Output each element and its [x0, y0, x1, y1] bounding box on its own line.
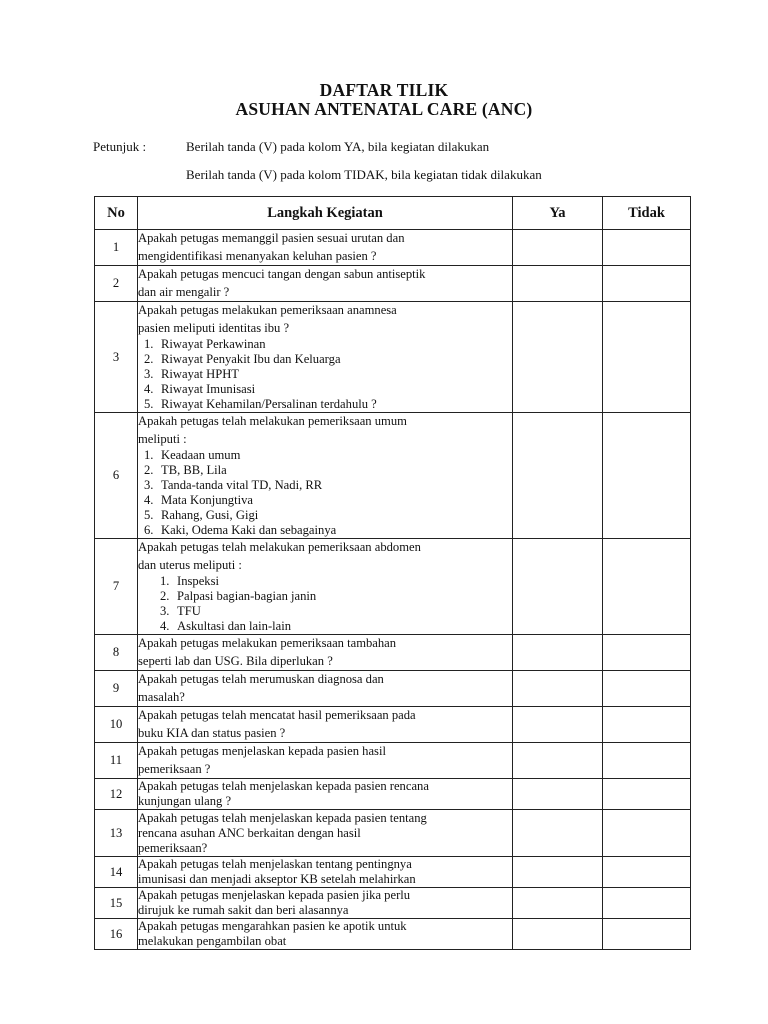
- row-step: [138, 413, 513, 539]
- step-text: imunisasi dan menjadi akseptor KB setelah melahirkan: [138, 872, 416, 886]
- row-step: [138, 919, 513, 950]
- list-item: 1. Riwayat Perkawinan: [144, 337, 266, 351]
- table-row: [95, 413, 691, 539]
- step-text: Apakah petugas menjelaskan kepada pasien hasil: [138, 744, 386, 758]
- step-text: Apakah petugas telah merumuskan diagnosa dan: [138, 672, 384, 686]
- no-cell[interactable]: [603, 919, 691, 950]
- yes-cell[interactable]: [513, 671, 603, 707]
- sub-item-list: [138, 574, 512, 634]
- no-cell[interactable]: [603, 743, 691, 779]
- step-text: melakukan pengambilan obat: [138, 934, 287, 948]
- table-row: [95, 266, 691, 302]
- step-text: Apakah petugas telah melakukan pemeriksaan umum: [138, 414, 407, 428]
- step-text: mengidentifikasi menanyakan keluhan pasien ?: [138, 248, 377, 263]
- step-text: meliputi :: [138, 431, 187, 446]
- step-text: Apakah petugas telah mencatat hasil pemeriksaan pada: [138, 708, 416, 722]
- row-step: [138, 266, 513, 302]
- yes-cell[interactable]: [513, 743, 603, 779]
- no-cell[interactable]: [603, 707, 691, 743]
- no-cell[interactable]: [603, 888, 691, 919]
- table-row: [95, 810, 691, 857]
- table-row: [95, 857, 691, 888]
- step-text: Apakah petugas melakukan pemeriksaan anamnesa: [138, 303, 397, 317]
- yes-cell[interactable]: [513, 810, 603, 857]
- instruction-no: Berilah tanda (V) pada kolom TIDAK, bila kegiatan tidak dilakukan: [186, 167, 542, 182]
- row-step: [138, 857, 513, 888]
- yes-cell[interactable]: [513, 707, 603, 743]
- header-no-col: Tidak: [603, 197, 691, 230]
- step-text: Apakah petugas telah melakukan pemeriksaan abdomen: [138, 540, 421, 554]
- list-item: 4. Riwayat Imunisasi: [144, 382, 256, 396]
- instructions-label: Petunjuk :: [93, 139, 147, 154]
- step-text: Apakah petugas memanggil pasien sesuai urutan dan: [138, 231, 405, 245]
- no-cell[interactable]: [603, 302, 691, 413]
- row-number: 2: [95, 266, 138, 302]
- list-item: 3. TFU: [160, 604, 201, 618]
- row-number: 6: [95, 413, 138, 539]
- step-text: dirujuk ke rumah sakit dan beri alasannya: [138, 903, 349, 917]
- table-row: [95, 707, 691, 743]
- row-step: [138, 635, 513, 671]
- step-text: Apakah petugas telah menjelaskan kepada pasien tentang: [138, 810, 427, 825]
- row-number: 14: [95, 857, 138, 888]
- list-item: 3. Riwayat HPHT: [144, 367, 240, 381]
- row-number: 13: [95, 810, 138, 857]
- row-step: [138, 707, 513, 743]
- yes-cell[interactable]: [513, 779, 603, 810]
- table-row: [95, 888, 691, 919]
- row-number: 8: [95, 635, 138, 671]
- row-number: 15: [95, 888, 138, 919]
- step-text: pasien meliputi identitas ibu ?: [138, 320, 290, 335]
- checklist-table: [94, 196, 691, 950]
- list-item: 1. Keadaan umum: [144, 448, 241, 462]
- step-text: buku KIA dan status pasien ?: [138, 725, 286, 740]
- row-number: 11: [95, 743, 138, 779]
- step-text: seperti lab dan USG. Bila diperlukan ?: [138, 653, 333, 668]
- row-number: 16: [95, 919, 138, 950]
- step-text: kunjungan ulang ?: [138, 794, 232, 808]
- step-text: dan uterus meliputi :: [138, 557, 242, 572]
- row-step: [138, 302, 513, 413]
- row-step: [138, 671, 513, 707]
- table-row: [95, 743, 691, 779]
- table-row: [95, 539, 691, 635]
- table-row: [95, 671, 691, 707]
- no-cell[interactable]: [603, 266, 691, 302]
- step-text: Apakah petugas telah menjelaskan tentang pentingnya: [138, 857, 412, 871]
- list-item: 1. Inspeksi: [160, 574, 219, 588]
- header-step: Langkah Kegiatan: [138, 197, 513, 230]
- list-item: 5. Riwayat Kehamilan/Persalinan terdahulu ?: [144, 397, 377, 411]
- step-text: Apakah petugas mencuci tangan dengan sabun antiseptik: [138, 267, 426, 281]
- row-number: 7: [95, 539, 138, 635]
- step-text: rencana asuhan ANC berkaitan dengan hasil: [138, 825, 361, 840]
- yes-cell[interactable]: [513, 919, 603, 950]
- list-item: 4. Askultasi dan lain-lain: [160, 619, 292, 633]
- row-number: 3: [95, 302, 138, 413]
- no-cell[interactable]: [603, 671, 691, 707]
- sub-item-list: [138, 337, 512, 412]
- row-number: 9: [95, 671, 138, 707]
- table-row: [95, 230, 691, 266]
- yes-cell[interactable]: [513, 888, 603, 919]
- list-item: 5. Rahang, Gusi, Gigi: [144, 508, 259, 522]
- no-cell[interactable]: [603, 230, 691, 266]
- yes-cell[interactable]: [513, 230, 603, 266]
- row-step: [138, 230, 513, 266]
- yes-cell[interactable]: [513, 302, 603, 413]
- header-yes: Ya: [513, 197, 603, 230]
- document-title: DAFTAR TILIK: [319, 80, 449, 100]
- yes-cell[interactable]: [513, 539, 603, 635]
- table-row: [95, 302, 691, 413]
- step-text: pemeriksaan?: [138, 840, 208, 855]
- step-text: masalah?: [138, 689, 185, 704]
- no-cell[interactable]: [603, 413, 691, 539]
- row-step: [138, 539, 513, 635]
- row-number: 12: [95, 779, 138, 810]
- table-row: [95, 635, 691, 671]
- no-cell[interactable]: [603, 635, 691, 671]
- table-row: [95, 779, 691, 810]
- no-cell[interactable]: [603, 779, 691, 810]
- row-number: 10: [95, 707, 138, 743]
- no-cell[interactable]: [603, 539, 691, 635]
- yes-cell[interactable]: [513, 635, 603, 671]
- row-step: [138, 888, 513, 919]
- list-item: 2. Riwayat Penyakit Ibu dan Keluarga: [144, 352, 341, 366]
- row-step: [138, 779, 513, 810]
- yes-cell[interactable]: [513, 857, 603, 888]
- step-text: dan air mengalir ?: [138, 284, 230, 299]
- list-item: 2. TB, BB, Lila: [144, 463, 227, 477]
- document-subtitle: ASUHAN ANTENATAL CARE (ANC): [235, 99, 533, 119]
- step-text: pemeriksaan ?: [138, 761, 211, 776]
- list-item: 2. Palpasi bagian-bagian janin: [160, 589, 317, 603]
- row-number: 1: [95, 230, 138, 266]
- no-cell[interactable]: [603, 810, 691, 857]
- row-step: [138, 810, 513, 857]
- sub-item-list: [138, 448, 512, 538]
- list-item: 3. Tanda-tanda vital TD, Nadi, RR: [144, 478, 323, 492]
- step-text: Apakah petugas melakukan pemeriksaan tambahan: [138, 636, 397, 650]
- yes-cell[interactable]: [513, 266, 603, 302]
- step-text: Apakah petugas menjelaskan kepada pasien jika perlu: [138, 888, 411, 902]
- header-no: No: [95, 197, 138, 230]
- yes-cell[interactable]: [513, 413, 603, 539]
- instruction-yes: Berilah tanda (V) pada kolom YA, bila kegiatan dilakukan: [186, 139, 490, 154]
- table-header-row: [95, 197, 691, 230]
- list-item: 6. Kaki, Odema Kaki dan sebagainya: [144, 523, 337, 537]
- row-step: [138, 743, 513, 779]
- table-row: [95, 919, 691, 950]
- no-cell[interactable]: [603, 857, 691, 888]
- list-item: 4. Mata Konjungtiva: [144, 493, 253, 507]
- step-text: Apakah petugas telah menjelaskan kepada pasien rencana: [138, 779, 429, 793]
- step-text: Apakah petugas mengarahkan pasien ke apotik untuk: [138, 919, 407, 933]
